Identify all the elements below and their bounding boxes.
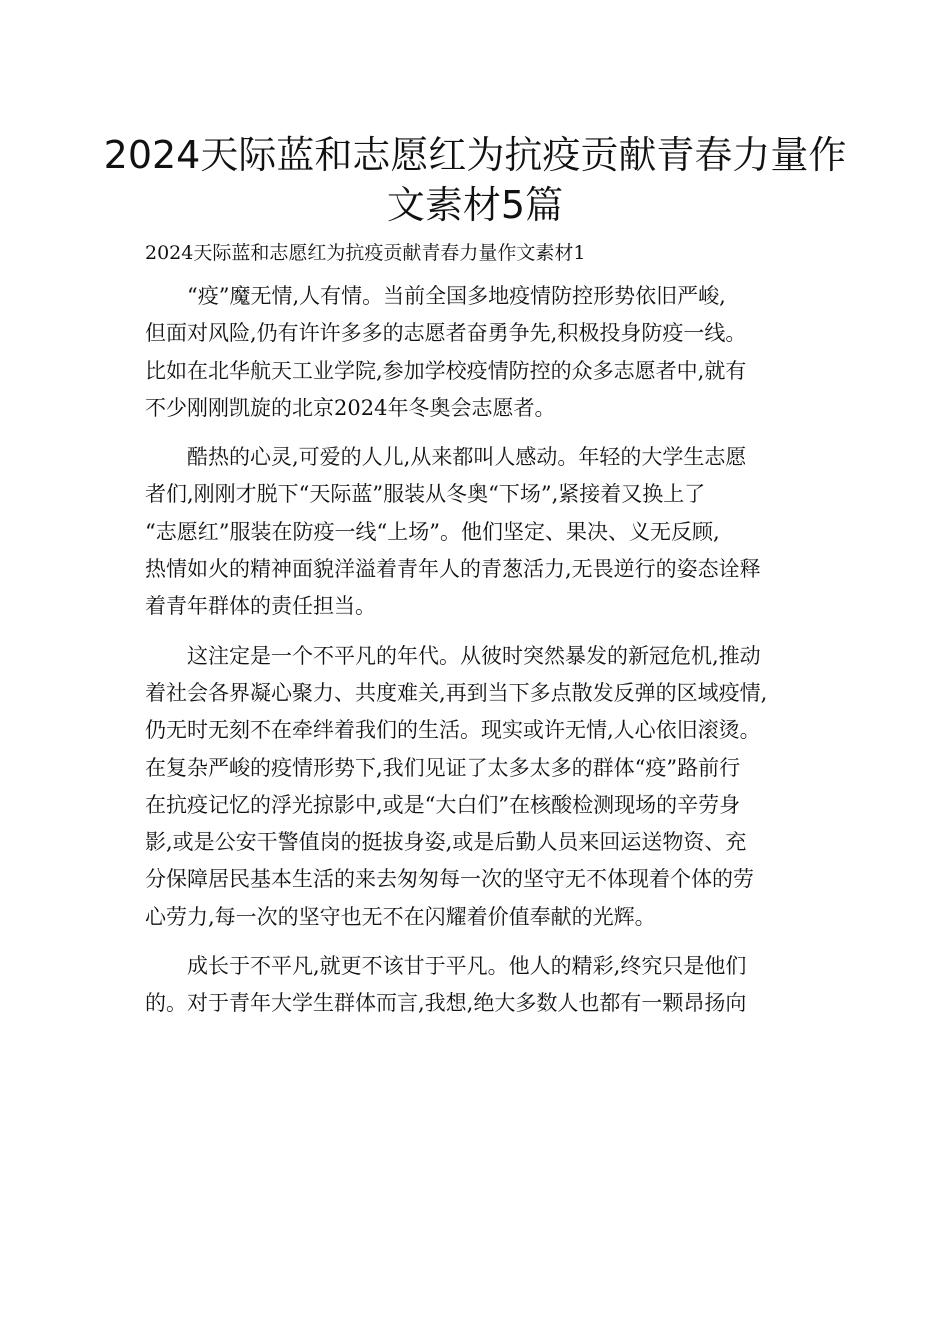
text-line: 不少刚刚凯旋的北京2024年冬奥会志愿者。 (145, 395, 556, 420)
text-line: 着社会各界凝心聚力、共度难关,再到当下多点散发反弹的区域疫情, (145, 680, 768, 705)
text-line: “志愿红”服装在防疫一线“上场”。他们坚定、果决、义无反顾, (145, 519, 720, 544)
text-line: 热情如火的精神面貌洋溢着青年人的青葱活力,无畏逆行的姿态诠释 (145, 557, 761, 582)
paragraph (145, 278, 810, 427)
paragraph (145, 948, 810, 1023)
text-line: 比如在北华航天工业学院,参加学校疫情防控的众多志愿者中,就有 (145, 358, 747, 383)
paragraph (145, 439, 810, 625)
text-line: “疫”魔无情,人有情。当前全国多地疫情防控形势依旧严峻, (187, 284, 726, 308)
text-line: 但面对风险,仍有许许多多的志愿者奋勇争先,积极投身防疫一线。 (145, 321, 747, 346)
text-line: 在抗疫记忆的浮光掠影中,或是“大白们”在核酸检测现场的辛劳身 (145, 792, 741, 817)
text-line: 成长于不平凡,就更不该甘于平凡。他人的精彩,终究只是他们 (187, 954, 747, 979)
document-body (145, 278, 810, 1023)
text-line: 这注定是一个不平凡的年代。从彼时突然暴发的新冠危机,推动 (187, 643, 761, 668)
text-line: 着青年群体的责任担当。 (145, 594, 376, 619)
document-title: 2024天际蓝和志愿红为抗疫贡献青春力量作文素材5篇 (103, 133, 847, 227)
paragraph (145, 638, 810, 936)
document-subtitle: 2024天际蓝和志愿红为抗疫贡献青春力量作文素材1 (145, 242, 586, 264)
text-line: 在复杂严峻的疫情形势下,我们见证了太多太多的群体“疫”路前行 (145, 755, 741, 780)
text-line: 酷热的心灵,可爱的人儿,从来都叫人感动。年轻的大学生志愿 (187, 445, 747, 470)
text-line: 心劳力,每一次的坚守也无不在闪耀着价值奉献的光辉。 (145, 904, 656, 929)
text-line: 分保障居民基本生活的来去匆匆每一次的坚守无不体现着个体的劳 (145, 867, 754, 892)
text-line: 者们,刚刚才脱下“天际蓝”服装从冬奥“下场”,紧接着又换上了 (145, 482, 706, 507)
text-line: 影,或是公安干警值岗的挺拔身姿,或是后勤人员来回运送物资、充 (145, 830, 747, 855)
text-line: 仍无时无刻不在牵绊着我们的生活。现实或许无情,人心依旧滚烫。 (145, 718, 761, 743)
text-line: 的。对于青年大学生群体而言,我想,绝大多数人也都有一颗昂扬向 (145, 991, 747, 1016)
